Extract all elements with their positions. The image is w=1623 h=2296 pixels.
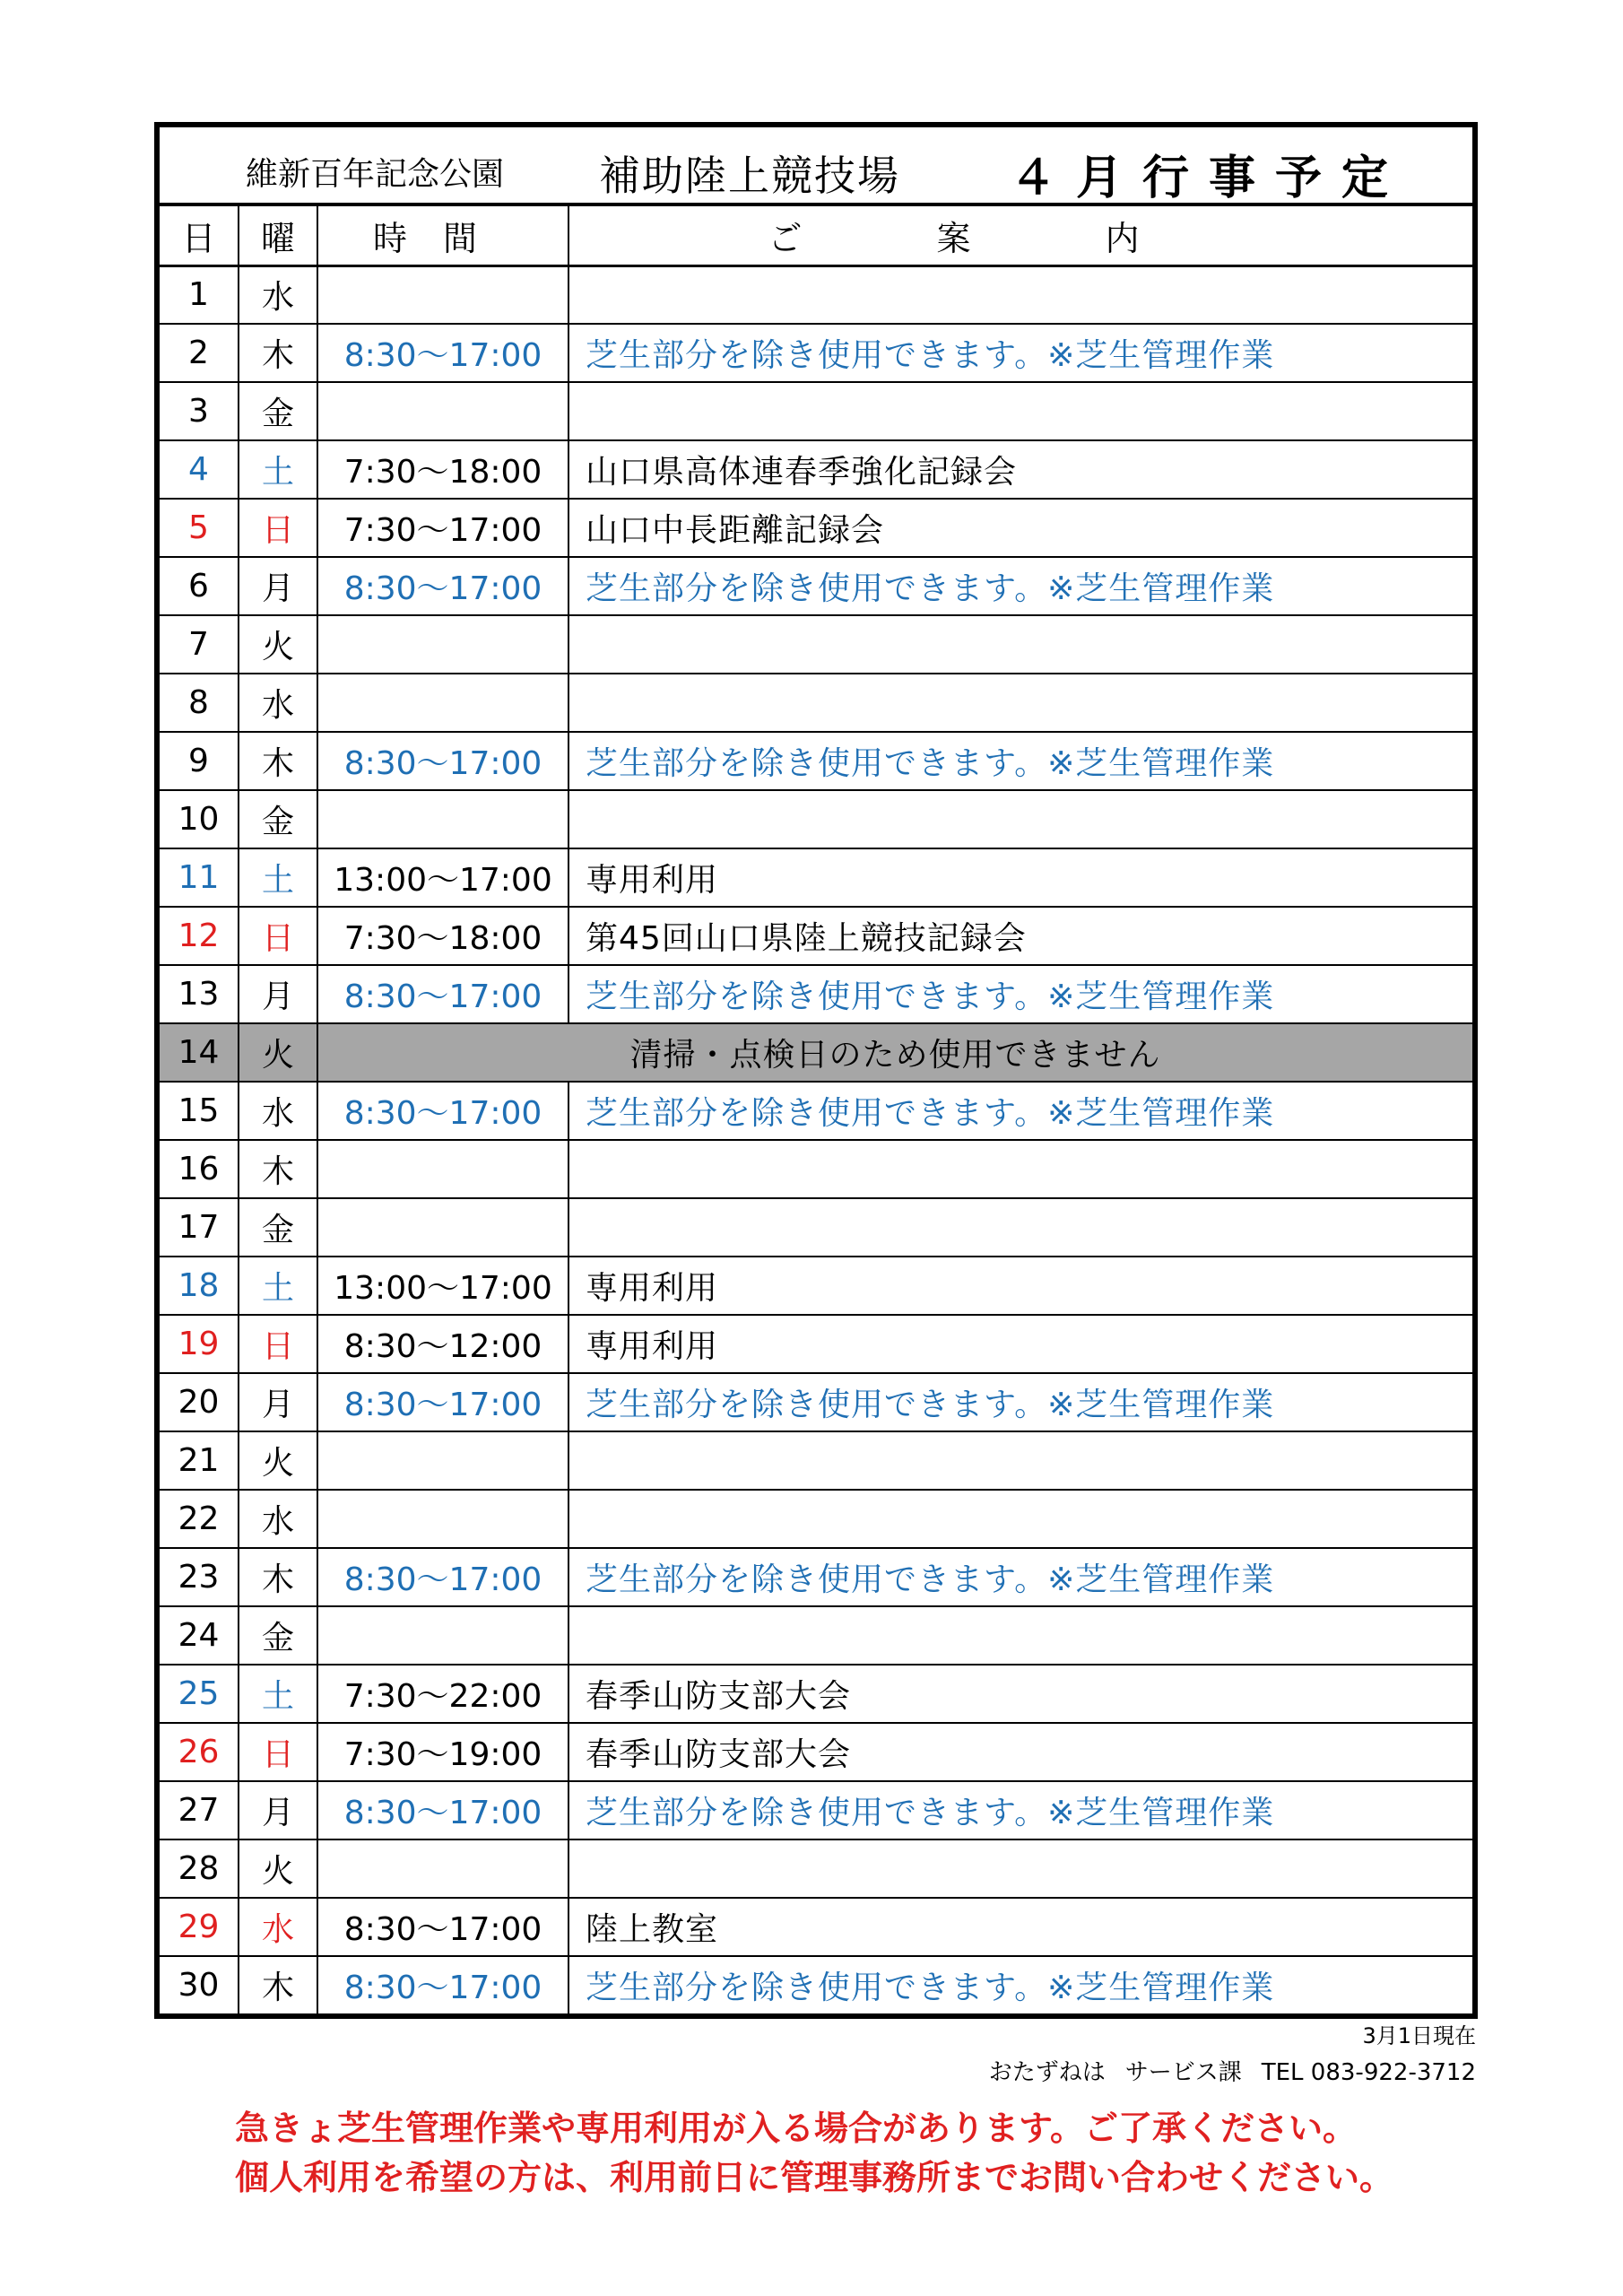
table-row bbox=[159, 1431, 1473, 1490]
time-range: 8:30～17:00 bbox=[317, 1548, 568, 1606]
time-range bbox=[317, 1431, 568, 1490]
table-row bbox=[159, 1198, 1473, 1257]
weekday: 水 bbox=[239, 265, 317, 324]
contact-tel: TEL 083-922-3712 bbox=[1261, 2059, 1476, 2086]
time-range: 8:30～17:00 bbox=[317, 965, 568, 1023]
day-number: 30 bbox=[159, 1956, 239, 2014]
event-info bbox=[568, 265, 1473, 324]
weekday: 土 bbox=[239, 1665, 317, 1723]
time-range: 8:30～17:00 bbox=[317, 1956, 568, 2014]
weekday: 土 bbox=[239, 848, 317, 907]
event-info bbox=[568, 1839, 1473, 1898]
closed-notice: 清掃・点検日のため使用できません bbox=[317, 1023, 1473, 1082]
time-range: 8:30～17:00 bbox=[317, 1373, 568, 1431]
weekday: 火 bbox=[239, 1023, 317, 1082]
weekday: 土 bbox=[239, 440, 317, 499]
time-range: 7:30～19:00 bbox=[317, 1723, 568, 1781]
event-info: 芝生部分を除き使用できます。※芝生管理作業 bbox=[568, 1082, 1473, 1140]
event-info: 専用利用 bbox=[568, 1257, 1473, 1315]
time-range bbox=[317, 1606, 568, 1665]
event-info: 春季山防支部大会 bbox=[568, 1665, 1473, 1723]
time-range bbox=[317, 1198, 568, 1257]
contact-line bbox=[989, 2054, 1476, 2087]
weekday: 金 bbox=[239, 790, 317, 848]
event-info bbox=[568, 1606, 1473, 1665]
park-name: 維新百年記念公園 bbox=[246, 156, 505, 193]
event-info bbox=[568, 1140, 1473, 1198]
weekday: 火 bbox=[239, 615, 317, 674]
table-row bbox=[159, 1023, 1473, 1082]
weekday: 水 bbox=[239, 674, 317, 732]
table-row bbox=[159, 1781, 1473, 1839]
time-range bbox=[317, 674, 568, 732]
time-range bbox=[317, 1490, 568, 1548]
event-info: 陸上教室 bbox=[568, 1898, 1473, 1956]
day-number: 14 bbox=[159, 1023, 239, 1082]
time-range: 13:00～17:00 bbox=[317, 848, 568, 907]
schedule-table bbox=[158, 126, 1474, 2015]
day-number: 28 bbox=[159, 1839, 239, 1898]
table-row bbox=[159, 1898, 1473, 1956]
time-range: 8:30～17:00 bbox=[317, 1898, 568, 1956]
weekday: 木 bbox=[239, 732, 317, 790]
contact-label: おたずねは bbox=[988, 2059, 1106, 2086]
event-info: 第45回山口県陸上競技記録会 bbox=[568, 907, 1473, 965]
schedule-body bbox=[159, 265, 1473, 2014]
weekday: 金 bbox=[239, 382, 317, 440]
table-row bbox=[159, 440, 1473, 499]
time-range: 8:30～17:00 bbox=[317, 732, 568, 790]
time-range: 8:30～17:00 bbox=[317, 1781, 568, 1839]
day-number: 13 bbox=[159, 965, 239, 1023]
weekday: 火 bbox=[239, 1839, 317, 1898]
day-number: 1 bbox=[159, 265, 239, 324]
day-number: 10 bbox=[159, 790, 239, 848]
weekday: 日 bbox=[239, 1315, 317, 1373]
time-range bbox=[317, 1140, 568, 1198]
schedule-sheet bbox=[154, 122, 1478, 2019]
day-number: 25 bbox=[159, 1665, 239, 1723]
event-info bbox=[568, 1490, 1473, 1548]
table-row bbox=[159, 499, 1473, 557]
event-info bbox=[568, 1198, 1473, 1257]
page-title: ４月行事予定 bbox=[1010, 152, 1409, 205]
event-info: 芝生部分を除き使用できます。※芝生管理作業 bbox=[568, 557, 1473, 615]
time-range: 7:30～18:00 bbox=[317, 907, 568, 965]
weekday: 日 bbox=[239, 1723, 317, 1781]
weekday: 月 bbox=[239, 965, 317, 1023]
table-row bbox=[159, 790, 1473, 848]
weekday: 日 bbox=[239, 907, 317, 965]
time-range: 7:30～17:00 bbox=[317, 499, 568, 557]
day-number: 5 bbox=[159, 499, 239, 557]
table-row bbox=[159, 732, 1473, 790]
day-number: 18 bbox=[159, 1257, 239, 1315]
event-info: 山口県高体連春季強化記録会 bbox=[568, 440, 1473, 499]
table-row bbox=[159, 265, 1473, 324]
table-row bbox=[159, 1606, 1473, 1665]
column-header-row bbox=[159, 204, 1473, 265]
weekday: 月 bbox=[239, 1373, 317, 1431]
day-number: 24 bbox=[159, 1606, 239, 1665]
day-number: 6 bbox=[159, 557, 239, 615]
day-number: 15 bbox=[159, 1082, 239, 1140]
event-info bbox=[568, 1431, 1473, 1490]
event-info: 春季山防支部大会 bbox=[568, 1723, 1473, 1781]
day-number: 23 bbox=[159, 1548, 239, 1606]
day-number: 12 bbox=[159, 907, 239, 965]
table-row bbox=[159, 1257, 1473, 1315]
table-row bbox=[159, 1315, 1473, 1373]
weekday: 木 bbox=[239, 1956, 317, 2014]
weekday: 木 bbox=[239, 1140, 317, 1198]
day-number: 26 bbox=[159, 1723, 239, 1781]
day-number: 9 bbox=[159, 732, 239, 790]
event-info: 芝生部分を除き使用できます。※芝生管理作業 bbox=[568, 732, 1473, 790]
day-number: 7 bbox=[159, 615, 239, 674]
table-row bbox=[159, 557, 1473, 615]
table-row bbox=[159, 1140, 1473, 1198]
table-row bbox=[159, 615, 1473, 674]
table-row bbox=[159, 382, 1473, 440]
table-row bbox=[159, 1723, 1473, 1781]
time-range: 8:30～17:00 bbox=[317, 1082, 568, 1140]
weekday: 金 bbox=[239, 1606, 317, 1665]
event-info: 専用利用 bbox=[568, 848, 1473, 907]
event-info: 芝生部分を除き使用できます。※芝生管理作業 bbox=[568, 1781, 1473, 1839]
as-of-date: 3月1日現在 bbox=[1362, 2023, 1476, 2048]
time-range: 7:30～18:00 bbox=[317, 440, 568, 499]
event-info: 芝生部分を除き使用できます。※芝生管理作業 bbox=[568, 1956, 1473, 2014]
event-info: 専用利用 bbox=[568, 1315, 1473, 1373]
weekday: 日 bbox=[239, 499, 317, 557]
time-range: 8:30～12:00 bbox=[317, 1315, 568, 1373]
event-info bbox=[568, 382, 1473, 440]
table-row bbox=[159, 1490, 1473, 1548]
column-header-weekday: 曜 bbox=[239, 204, 317, 265]
day-number: 19 bbox=[159, 1315, 239, 1373]
time-range bbox=[317, 615, 568, 674]
column-header-day: 日 bbox=[159, 204, 239, 265]
table-row bbox=[159, 907, 1473, 965]
column-header-time: 時間 bbox=[317, 204, 568, 265]
day-number: 3 bbox=[159, 382, 239, 440]
notice-individual-use: 個人利用を希望の方は、利用前日に管理事務所までお問い合わせください。 bbox=[235, 2158, 1394, 2197]
time-range: 13:00～17:00 bbox=[317, 1257, 568, 1315]
day-number: 8 bbox=[159, 674, 239, 732]
event-info: 芝生部分を除き使用できます。※芝生管理作業 bbox=[568, 965, 1473, 1023]
day-number: 22 bbox=[159, 1490, 239, 1548]
table-row bbox=[159, 324, 1473, 382]
event-info bbox=[568, 790, 1473, 848]
table-row bbox=[159, 1548, 1473, 1606]
column-header-info: ご案内 bbox=[568, 204, 1473, 265]
time-range: 8:30～17:00 bbox=[317, 557, 568, 615]
weekday: 月 bbox=[239, 557, 317, 615]
weekday: 金 bbox=[239, 1198, 317, 1257]
table-row bbox=[159, 674, 1473, 732]
day-number: 17 bbox=[159, 1198, 239, 1257]
notice-maintenance: 急きょ芝生管理作業や専用利用が入る場合があります。ご了承ください。 bbox=[235, 2109, 1357, 2148]
time-range bbox=[317, 790, 568, 848]
day-number: 4 bbox=[159, 440, 239, 499]
contact-department: サービス課 bbox=[1124, 2059, 1242, 2086]
weekday: 火 bbox=[239, 1431, 317, 1490]
weekday: 木 bbox=[239, 1548, 317, 1606]
table-row bbox=[159, 965, 1473, 1023]
venue-name: 補助陸上競技場 bbox=[599, 152, 900, 200]
day-number: 21 bbox=[159, 1431, 239, 1490]
event-info bbox=[568, 615, 1473, 674]
event-info: 芝生部分を除き使用できます。※芝生管理作業 bbox=[568, 1548, 1473, 1606]
event-info bbox=[568, 674, 1473, 732]
time-range: 7:30～22:00 bbox=[317, 1665, 568, 1723]
title-cell bbox=[159, 126, 1473, 204]
event-info: 芝生部分を除き使用できます。※芝生管理作業 bbox=[568, 324, 1473, 382]
table-row bbox=[159, 1373, 1473, 1431]
weekday: 木 bbox=[239, 324, 317, 382]
weekday: 月 bbox=[239, 1781, 317, 1839]
weekday: 水 bbox=[239, 1490, 317, 1548]
day-number: 2 bbox=[159, 324, 239, 382]
day-number: 20 bbox=[159, 1373, 239, 1431]
day-number: 16 bbox=[159, 1140, 239, 1198]
time-range bbox=[317, 1839, 568, 1898]
table-row bbox=[159, 1956, 1473, 2014]
weekday: 水 bbox=[239, 1082, 317, 1140]
time-range bbox=[317, 265, 568, 324]
day-number: 11 bbox=[159, 848, 239, 907]
day-number: 27 bbox=[159, 1781, 239, 1839]
title-row bbox=[159, 126, 1473, 204]
event-info: 山口中長距離記録会 bbox=[568, 499, 1473, 557]
time-range: 8:30～17:00 bbox=[317, 324, 568, 382]
table-row bbox=[159, 1665, 1473, 1723]
table-row bbox=[159, 1839, 1473, 1898]
event-info: 芝生部分を除き使用できます。※芝生管理作業 bbox=[568, 1373, 1473, 1431]
table-row bbox=[159, 848, 1473, 907]
weekday: 水 bbox=[239, 1898, 317, 1956]
time-range bbox=[317, 382, 568, 440]
day-number: 29 bbox=[159, 1898, 239, 1956]
table-row bbox=[159, 1082, 1473, 1140]
weekday: 土 bbox=[239, 1257, 317, 1315]
